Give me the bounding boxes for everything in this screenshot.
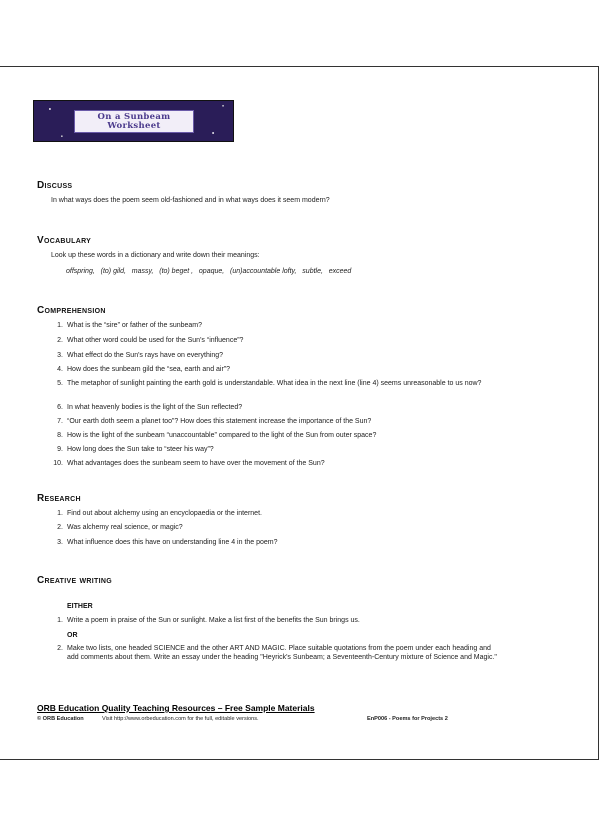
footer-copyright: © ORB Education bbox=[37, 716, 84, 722]
banner-title-line-1: On a Sunbeam bbox=[97, 111, 171, 122]
either-label: EITHER bbox=[67, 603, 93, 610]
worksheet-banner bbox=[33, 100, 234, 142]
research-heading: Research bbox=[37, 493, 81, 504]
or-label: OR bbox=[67, 632, 78, 639]
footer-title: ORB Education Quality Teaching Resources – Free Sample Materials bbox=[37, 703, 315, 713]
footer-visit-text: Visit http://www.orbeducation.com for the full, editable versions. bbox=[102, 716, 259, 722]
banner-title-line-2: Worksheet bbox=[107, 120, 161, 131]
discuss-text: In what ways does the poem seem old-fashioned and in what ways does it seem modern? bbox=[51, 197, 330, 204]
discuss-heading: Discuss bbox=[37, 180, 73, 191]
comprehension-heading: Comprehension bbox=[37, 305, 106, 316]
vocabulary-text: Look up these words in a dictionary and write down their meanings: bbox=[51, 252, 260, 259]
creative-writing-heading: Creative writing bbox=[37, 575, 112, 586]
vocabulary-word-list: offspring, (to) gild, massy, (to) beget , opaque, (un)accountable lofty, subtle, exceed bbox=[66, 268, 352, 275]
banner-title-box bbox=[74, 110, 194, 133]
vocabulary-heading: Vocabulary bbox=[37, 235, 92, 246]
footer-product-code: EnP006 - Poems for Projects 2 bbox=[367, 716, 448, 722]
